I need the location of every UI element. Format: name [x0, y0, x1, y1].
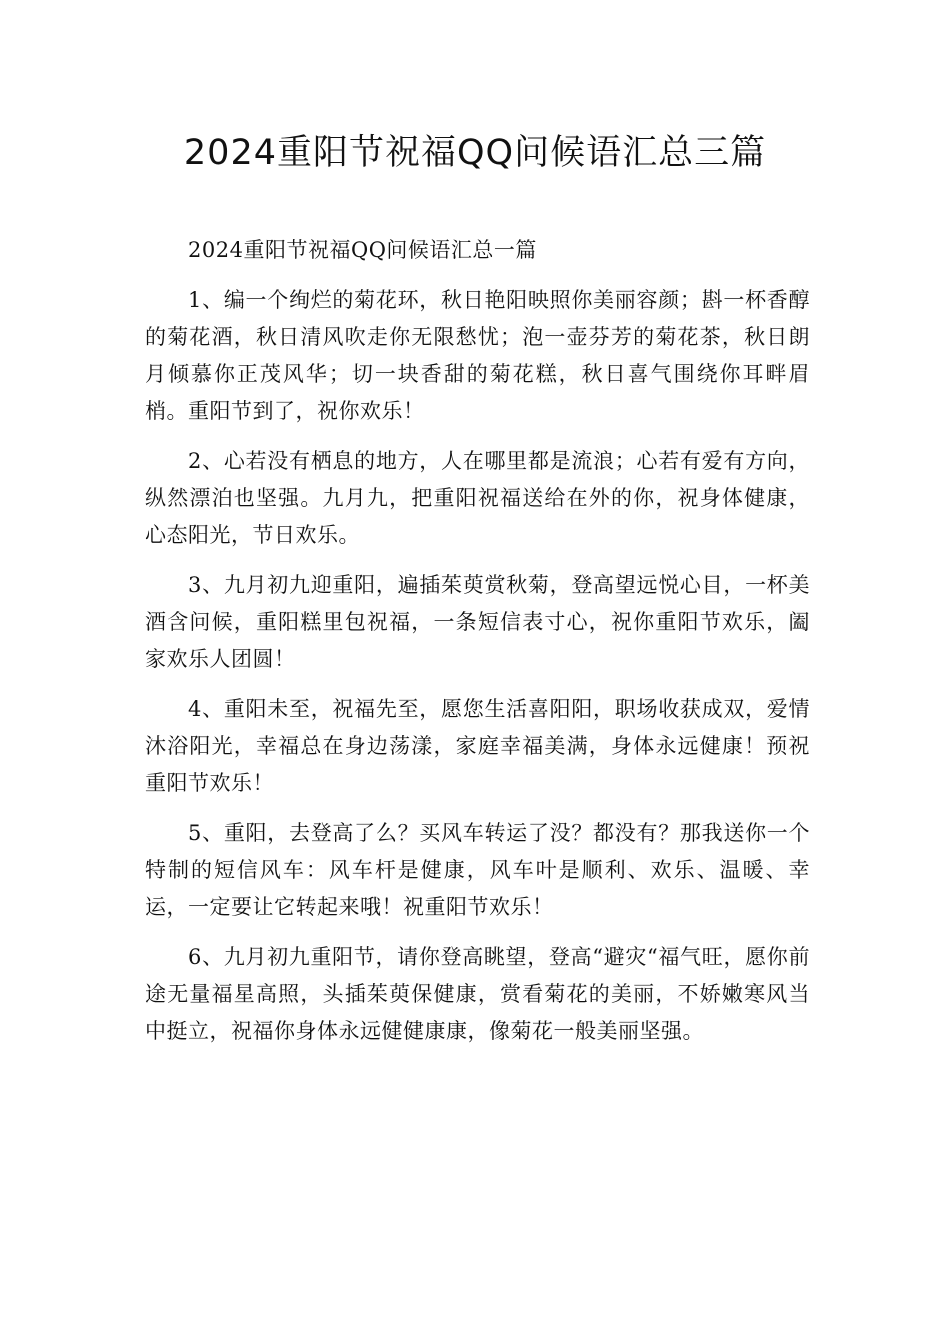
document-body [145, 232, 810, 1063]
section-heading: 2024重阳节祝福QQ问候语汇总一篇 [188, 238, 537, 262]
greeting-paragraph-4: 4、重阳未至，祝福先至，愿您生活喜阳阳，职场收获成双，爱情沐浴阳光，幸福总在身边荡漾，家庭幸福美满，身体永远健康！预祝重阳节欢乐！ [145, 697, 810, 795]
greeting-paragraph-3: 3、九月初九迎重阳，遍插茱萸赏秋菊，登高望远悦心目，一杯美酒含问候，重阳糕里包祝福，一条短信表寸心，祝你重阳节欢乐，阖家欢乐人团圆！ [145, 573, 810, 671]
document-title: 2024重阳节祝福QQ问候语汇总三篇 [183, 133, 767, 173]
greeting-paragraph-1: 1、编一个绚烂的菊花环，秋日艳阳映照你美丽容颜；斟一杯香醇的菊花酒，秋日清风吹走你无限愁忧；泡一壶芬芳的菊花茶，秋日朗月倾慕你正茂风华；切一块香甜的菊花糕，秋日喜气围绕你耳畔眉梢。重阳节到了，祝你欢乐！ [145, 288, 810, 423]
greeting-paragraph-2: 2、心若没有栖息的地方，人在哪里都是流浪；心若有爱有方向，纵然漂泊也坚强。九月九，把重阳祝福送给在外的你，祝身体健康，心态阳光，节日欢乐。 [145, 449, 810, 547]
greeting-paragraph-5: 5、重阳，去登高了么？买风车转运了没？都没有？那我送你一个特制的短信风车：风车杆是健康，风车叶是顺利、欢乐、温暖、幸运，一定要让它转起来哦！祝重阳节欢乐！ [145, 821, 810, 919]
greeting-paragraph-6: 6、九月初九重阳节，请你登高眺望，登高“避灾“福气旺，愿你前途无量福星高照，头插茱萸保健康，赏看菊花的美丽，不娇嫩寒风当中挺立，祝福你身体永远健健康康，像菊花一般美丽坚强。 [145, 945, 810, 1043]
